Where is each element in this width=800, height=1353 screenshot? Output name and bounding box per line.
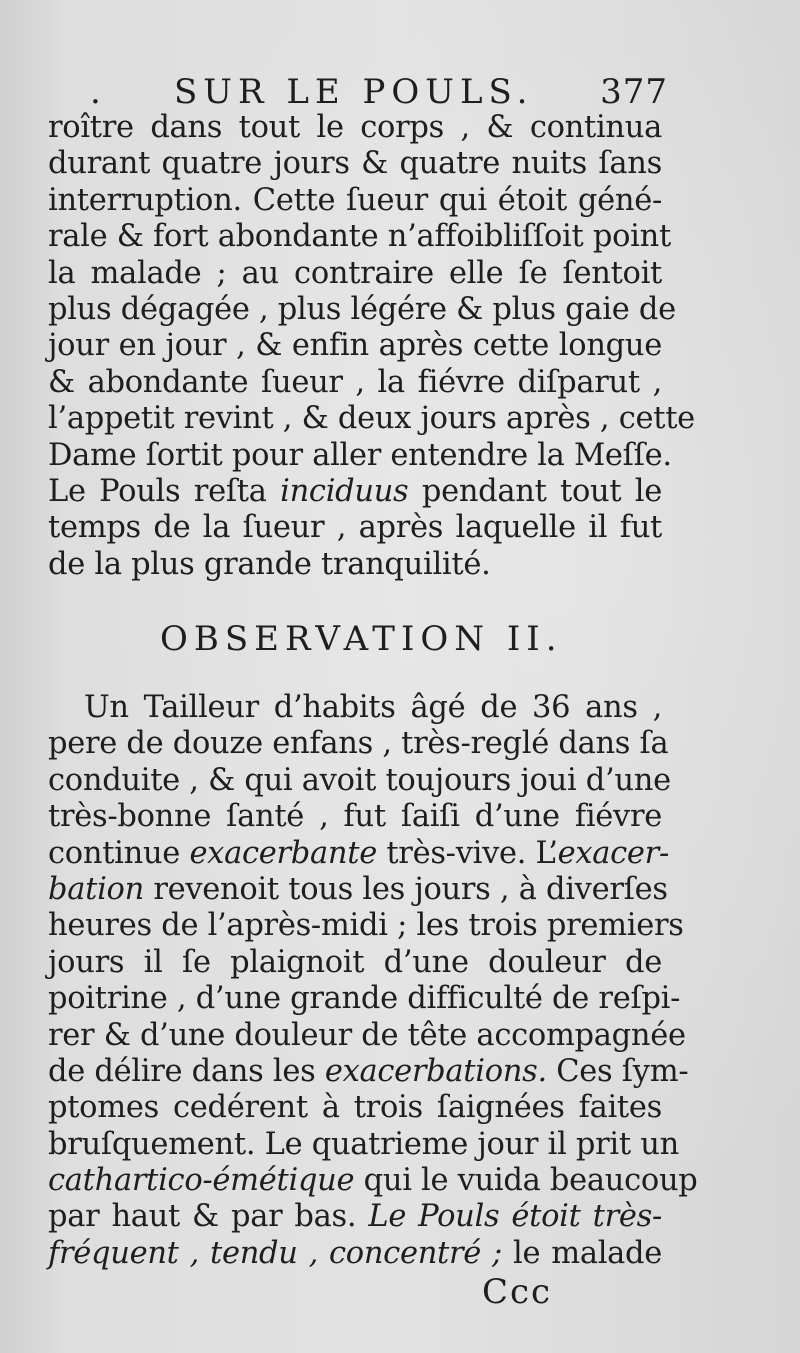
signature-mark: Ccc [482,1272,553,1312]
text-line: durant quatre jours & quatre nuits ſans [48,146,662,182]
text-line: ptomes cedérent à trois ſaignées faites [48,1090,662,1126]
text-line: l’appetit revint , & deux jours après , cette [48,401,695,437]
text-line: de la plus grande tranquilité. [48,546,491,582]
italic-term: exacerbante [189,835,377,871]
running-title: SUR LE POULS. [174,72,534,112]
italic-term: Le Pouls étoit très- [368,1199,662,1235]
text-line: par haut & par bas. Le Pouls étoit très- [48,1199,662,1235]
text-line: bation revenoit tous les jours , à diverſes [48,871,668,907]
text-line: fréquent , tendu , concentré ; le malade [48,1235,663,1271]
text-line: très-bonne ſanté , fut ſaiſi d’une fiévre [48,799,662,835]
italic-term: fréquent , tendu , concentré ; [48,1235,503,1271]
text-line: de délire dans les exacerbations. Ces ſym- [48,1053,689,1089]
text-line: roître dans tout le corps , & continua [48,110,662,145]
observation-heading: OBSERVATION II. [160,619,563,659]
text-line: heures de l’après-midi ; les trois premiers [48,908,684,944]
italic-term: inciduus [280,473,409,509]
text-line: pere de douze enfans , très-reglé dans ſa [48,726,669,762]
page-header [48,72,668,112]
text-line: interruption. Cette ſueur qui étoit géné- [48,182,662,218]
text-line: Le Pouls reſta inciduus pendant tout le [48,473,663,509]
text-line: poitrine , d’une grande difficulté de reſpi- [48,981,681,1017]
italic-term: bation [48,871,144,907]
italic-term: exacerbations. [324,1053,547,1089]
text-line: rer & d’une douleur de tête accompagnée [48,1017,686,1053]
text-line: Dame ſortit pour aller entendre la Meſſe. [48,437,672,473]
observation-paragraph [48,690,698,1272]
page-number: 377 [600,72,668,112]
text-line: cathartico-émétique qui le vuida beaucoup [48,1163,698,1199]
paragraph-continued [48,110,695,583]
text-line: temps de la ſueur , après laquelle il fut [48,510,662,546]
text-line: conduite , & qui avoit toujours joui d’une [48,762,671,798]
text-line: continue exacerbante très-vive. L’exacer- [48,835,669,871]
text-line: la malade ; au contraire elle ſe ſentoit [48,255,662,291]
text-line: jour en jour , & enfin après cette longue [48,328,662,364]
italic-term: exacer- [557,835,669,871]
header-dot: . [90,72,101,112]
text-line: Un Tailleur d’habits âgé de 36 ans , [84,690,662,725]
text-line: rale & fort abondante n’affoibliſſoit point [48,219,671,255]
text-line: plus dégagée , plus légére & plus gaie de [48,291,676,327]
italic-term: cathartico-émétique [48,1163,355,1199]
text-line: & abondante ſueur , la fiévre diſparut , [48,364,662,400]
text-line: jours il ſe plaignoit d’une douleur de [48,944,662,980]
text-line: bruſquement. Le quatrieme jour il prit un [48,1126,679,1162]
